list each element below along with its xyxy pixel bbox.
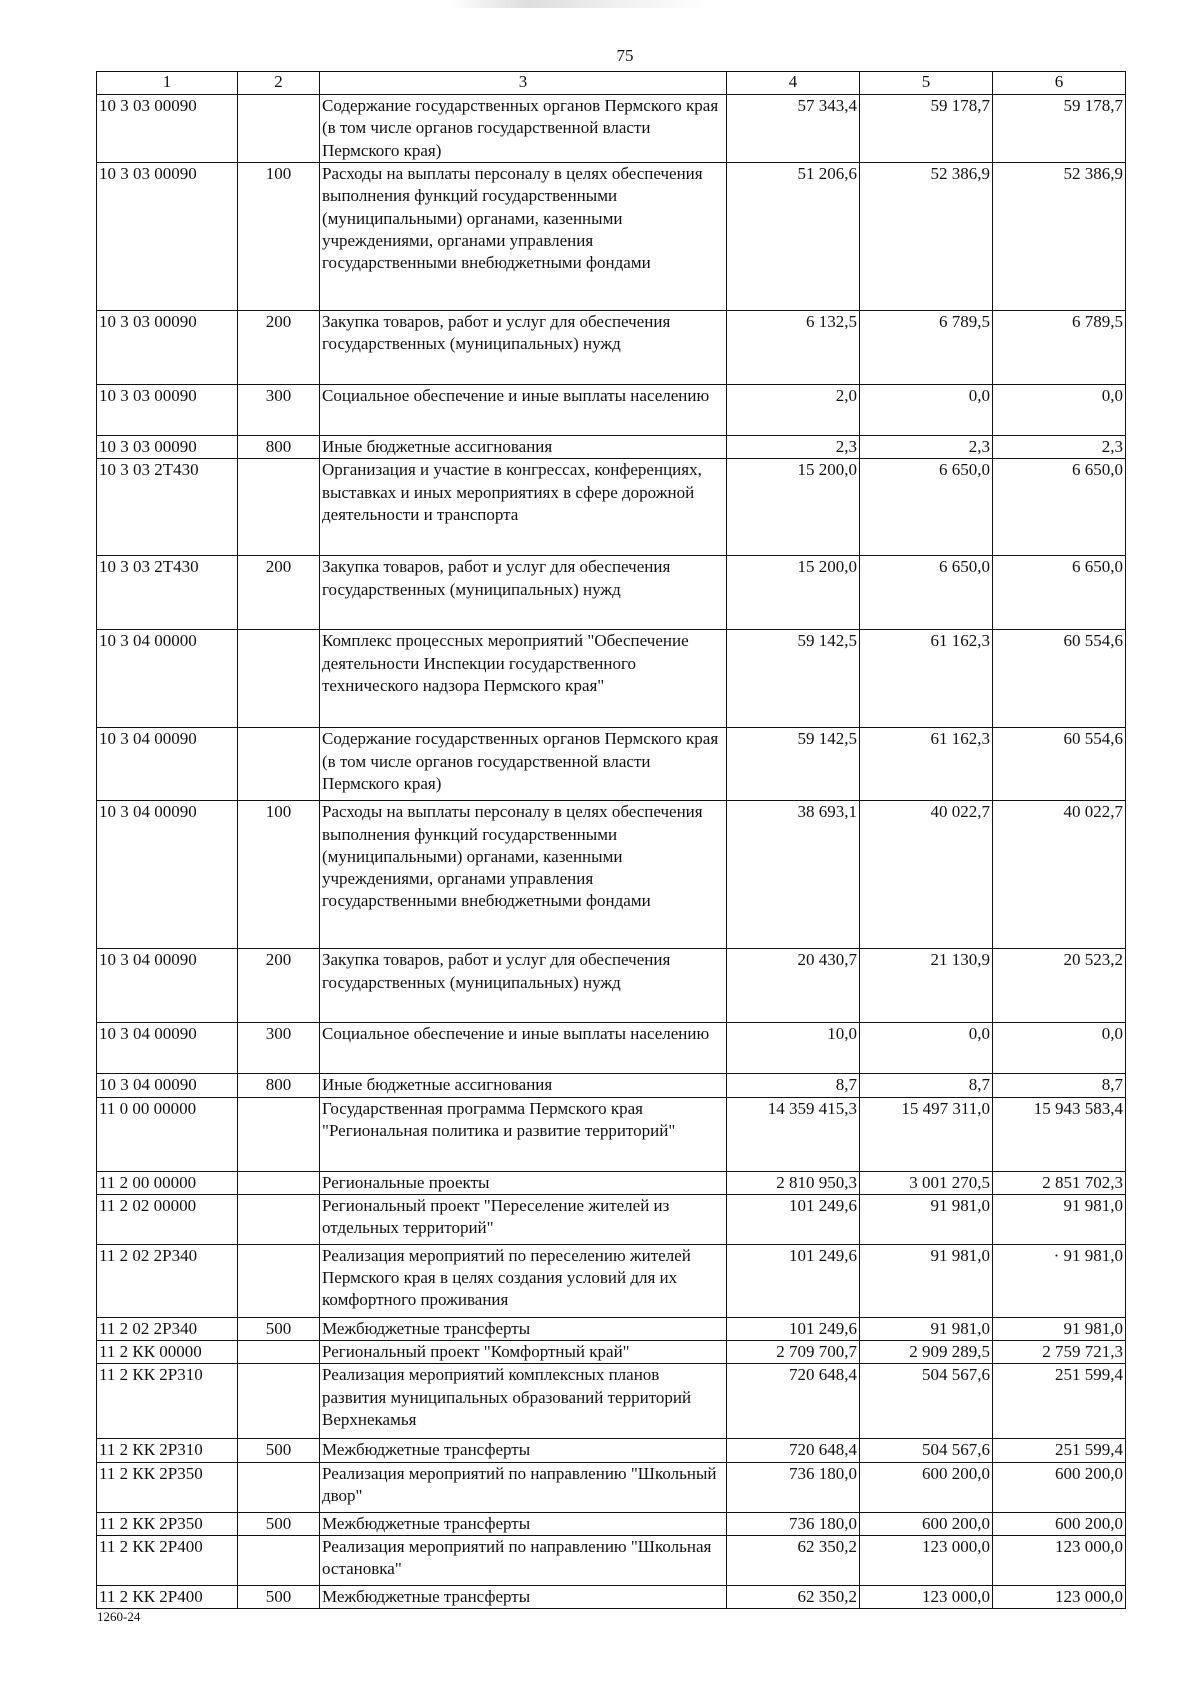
row-value-col5: 52 386,9 bbox=[860, 163, 993, 311]
row-expense-type: 800 bbox=[238, 1074, 320, 1097]
row-expense-type: 500 bbox=[238, 1586, 320, 1609]
row-code: 10 3 04 00090 bbox=[97, 1023, 238, 1074]
header-col-1: 1 bbox=[97, 72, 238, 95]
row-code: 10 3 03 00090 bbox=[97, 385, 238, 436]
row-expense-type bbox=[238, 459, 320, 556]
table-row bbox=[97, 630, 1126, 728]
table-row bbox=[97, 1244, 1126, 1317]
row-value-col4: 101 249,6 bbox=[727, 1194, 860, 1244]
table-row bbox=[97, 801, 1126, 949]
row-value-col5: 6 650,0 bbox=[860, 459, 993, 556]
row-value-col4: 6 132,5 bbox=[727, 311, 860, 385]
row-description: Содержание государственных органов Пермского края (в том числе органов государственной власти Пермского края) bbox=[320, 95, 727, 163]
table-row bbox=[97, 385, 1126, 436]
row-value-col6: 600 200,0 bbox=[993, 1462, 1126, 1512]
row-expense-type: 200 bbox=[238, 556, 320, 630]
row-expense-type bbox=[238, 1244, 320, 1317]
table-row bbox=[97, 1171, 1126, 1194]
row-value-col4: 59 142,5 bbox=[727, 630, 860, 728]
table-row bbox=[97, 436, 1126, 459]
row-value-col5: 123 000,0 bbox=[860, 1586, 993, 1609]
row-description: Иные бюджетные ассигнования bbox=[320, 1074, 727, 1097]
row-description: Реализация мероприятий по переселению жителей Пермского края в целях создания условий для их комфортного проживания bbox=[320, 1244, 727, 1317]
row-value-col5: 6 650,0 bbox=[860, 556, 993, 630]
row-value-col5: 123 000,0 bbox=[860, 1536, 993, 1586]
row-value-col4: 2,0 bbox=[727, 385, 860, 436]
row-expense-type bbox=[238, 630, 320, 728]
row-value-col4: 736 180,0 bbox=[727, 1512, 860, 1535]
row-expense-type bbox=[238, 1536, 320, 1586]
header-col-6: 6 bbox=[993, 72, 1126, 95]
row-value-col6: · 91 981,0 bbox=[993, 1244, 1126, 1317]
row-expense-type bbox=[238, 1341, 320, 1364]
row-expense-type bbox=[238, 1364, 320, 1439]
row-description: Расходы на выплаты персоналу в целях обеспечения выполнения функций государственными (муниципальными) органами, казенными учреждениями, органами управления государственными внебюджетными фондами bbox=[320, 801, 727, 949]
row-code: 10 3 03 00090 bbox=[97, 95, 238, 163]
header-col-4: 4 bbox=[727, 72, 860, 95]
row-code: 10 3 04 00090 bbox=[97, 1074, 238, 1097]
row-value-col6: 123 000,0 bbox=[993, 1586, 1126, 1609]
page-number: 75 bbox=[616, 46, 634, 65]
row-value-col5: 21 130,9 bbox=[860, 949, 993, 1023]
row-value-col6: 60 554,6 bbox=[993, 630, 1126, 728]
row-code: 10 3 04 00090 bbox=[97, 949, 238, 1023]
row-description: Межбюджетные трансферты bbox=[320, 1317, 727, 1340]
row-code: 10 3 03 2Т430 bbox=[97, 556, 238, 630]
row-value-col4: 2 709 700,7 bbox=[727, 1341, 860, 1364]
table-row bbox=[97, 1364, 1126, 1439]
header-row bbox=[97, 72, 1126, 95]
row-value-col4: 101 249,6 bbox=[727, 1317, 860, 1340]
row-value-col4: 62 350,2 bbox=[727, 1586, 860, 1609]
row-value-col5: 91 981,0 bbox=[860, 1317, 993, 1340]
row-description: Социальное обеспечение и иные выплаты населению bbox=[320, 1023, 727, 1074]
row-value-col4: 51 206,6 bbox=[727, 163, 860, 311]
row-code: 10 3 03 00090 bbox=[97, 163, 238, 311]
row-value-col4: 15 200,0 bbox=[727, 556, 860, 630]
row-description: Региональные проекты bbox=[320, 1171, 727, 1194]
row-code: 10 3 03 00090 bbox=[97, 436, 238, 459]
row-code: 11 2 КК 00000 bbox=[97, 1341, 238, 1364]
table-row bbox=[97, 556, 1126, 630]
row-value-col6: 6 650,0 bbox=[993, 556, 1126, 630]
row-value-col5: 40 022,7 bbox=[860, 801, 993, 949]
row-expense-type bbox=[238, 1097, 320, 1171]
table-row bbox=[97, 1512, 1126, 1535]
row-value-col6: 2 759 721,3 bbox=[993, 1341, 1126, 1364]
row-value-col5: 600 200,0 bbox=[860, 1462, 993, 1512]
row-value-col5: 504 567,6 bbox=[860, 1364, 993, 1439]
row-description: Межбюджетные трансферты bbox=[320, 1512, 727, 1535]
row-code: 11 2 02 2Р340 bbox=[97, 1244, 238, 1317]
row-value-col4: 59 142,5 bbox=[727, 728, 860, 801]
row-expense-type bbox=[238, 1171, 320, 1194]
row-description: Реализация мероприятий комплексных планов развития муниципальных образований территорий Верхнекамья bbox=[320, 1364, 727, 1439]
row-code: 10 3 04 00090 bbox=[97, 728, 238, 801]
row-value-col4: 736 180,0 bbox=[727, 1462, 860, 1512]
row-value-col4: 101 249,6 bbox=[727, 1244, 860, 1317]
row-expense-type: 800 bbox=[238, 436, 320, 459]
row-value-col6: 123 000,0 bbox=[993, 1536, 1126, 1586]
table-row bbox=[97, 1586, 1126, 1609]
table-row bbox=[97, 1341, 1126, 1364]
table-row bbox=[97, 1536, 1126, 1586]
row-value-col6: 40 022,7 bbox=[993, 801, 1126, 949]
row-value-col6: 15 943 583,4 bbox=[993, 1097, 1126, 1171]
row-expense-type bbox=[238, 1462, 320, 1512]
row-code: 11 0 00 00000 bbox=[97, 1097, 238, 1171]
row-description: Закупка товаров, работ и услуг для обеспечения государственных (муниципальных) нужд bbox=[320, 949, 727, 1023]
row-expense-type: 100 bbox=[238, 801, 320, 949]
table-row bbox=[97, 949, 1126, 1023]
row-expense-type: 200 bbox=[238, 311, 320, 385]
row-code: 11 2 00 00000 bbox=[97, 1171, 238, 1194]
row-value-col6: 6 789,5 bbox=[993, 311, 1126, 385]
row-value-col6: 0,0 bbox=[993, 385, 1126, 436]
row-description: Закупка товаров, работ и услуг для обеспечения государственных (муниципальных) нужд bbox=[320, 311, 727, 385]
row-expense-type bbox=[238, 1194, 320, 1244]
row-code: 10 3 04 00090 bbox=[97, 801, 238, 949]
row-value-col6: 251 599,4 bbox=[993, 1439, 1126, 1462]
row-value-col5: 91 981,0 bbox=[860, 1244, 993, 1317]
row-value-col5: 0,0 bbox=[860, 1023, 993, 1074]
row-description: Межбюджетные трансферты bbox=[320, 1439, 727, 1462]
row-expense-type: 100 bbox=[238, 163, 320, 311]
row-expense-type: 500 bbox=[238, 1317, 320, 1340]
row-description: Расходы на выплаты персоналу в целях обеспечения выполнения функций государственными (муниципальными) органами, казенными учреждениями, органами управления государственными внебюджетными фондами bbox=[320, 163, 727, 311]
row-value-col5: 2 909 289,5 bbox=[860, 1341, 993, 1364]
row-code: 10 3 03 00090 bbox=[97, 311, 238, 385]
row-value-col5: 0,0 bbox=[860, 385, 993, 436]
row-description: Региональный проект "Переселение жителей из отдельных территорий" bbox=[320, 1194, 727, 1244]
row-expense-type bbox=[238, 95, 320, 163]
row-code: 11 2 КК 2Р350 bbox=[97, 1512, 238, 1535]
scan-artifact bbox=[450, 0, 710, 8]
row-value-col5: 3 001 270,5 bbox=[860, 1171, 993, 1194]
row-value-col5: 59 178,7 bbox=[860, 95, 993, 163]
table-row bbox=[97, 1317, 1126, 1340]
row-value-col4: 2,3 bbox=[727, 436, 860, 459]
table-body bbox=[97, 95, 1126, 1609]
row-description: Иные бюджетные ассигнования bbox=[320, 436, 727, 459]
table-row bbox=[97, 163, 1126, 311]
row-code: 11 2 КК 2Р310 bbox=[97, 1439, 238, 1462]
row-description: Организация и участие в конгрессах, конференциях, выставках и иных мероприятиях в сфере дорожной деятельности и транспорта bbox=[320, 459, 727, 556]
row-value-col4: 62 350,2 bbox=[727, 1536, 860, 1586]
table-row bbox=[97, 1439, 1126, 1462]
row-description: Закупка товаров, работ и услуг для обеспечения государственных (муниципальных) нужд bbox=[320, 556, 727, 630]
row-value-col5: 6 789,5 bbox=[860, 311, 993, 385]
row-code: 10 3 03 2Т430 bbox=[97, 459, 238, 556]
table-row bbox=[97, 95, 1126, 163]
row-value-col4: 8,7 bbox=[727, 1074, 860, 1097]
row-value-col4: 720 648,4 bbox=[727, 1439, 860, 1462]
row-value-col6: 600 200,0 bbox=[993, 1512, 1126, 1535]
row-value-col6: 60 554,6 bbox=[993, 728, 1126, 801]
table-row bbox=[97, 1023, 1126, 1074]
row-value-col5: 61 162,3 bbox=[860, 630, 993, 728]
row-value-col4: 38 693,1 bbox=[727, 801, 860, 949]
row-value-col6: 91 981,0 bbox=[993, 1194, 1126, 1244]
row-description: Социальное обеспечение и иные выплаты населению bbox=[320, 385, 727, 436]
row-value-col6: 2,3 bbox=[993, 436, 1126, 459]
table-row bbox=[97, 1194, 1126, 1244]
table-row bbox=[97, 728, 1126, 801]
header-col-3: 3 bbox=[320, 72, 727, 95]
row-value-col5: 2,3 bbox=[860, 436, 993, 459]
row-description: Межбюджетные трансферты bbox=[320, 1586, 727, 1609]
header-col-2: 2 bbox=[238, 72, 320, 95]
row-value-col4: 720 648,4 bbox=[727, 1364, 860, 1439]
row-value-col5: 600 200,0 bbox=[860, 1512, 993, 1535]
row-code: 10 3 04 00000 bbox=[97, 630, 238, 728]
document-code: 1260-24 bbox=[97, 1609, 141, 1624]
header-col-5: 5 bbox=[860, 72, 993, 95]
row-value-col6: 2 851 702,3 bbox=[993, 1171, 1126, 1194]
row-value-col4: 10,0 bbox=[727, 1023, 860, 1074]
row-value-col6: 6 650,0 bbox=[993, 459, 1126, 556]
row-value-col5: 61 162,3 bbox=[860, 728, 993, 801]
row-value-col6: 0,0 bbox=[993, 1023, 1126, 1074]
row-value-col6: 20 523,2 bbox=[993, 949, 1126, 1023]
row-value-col5: 91 981,0 bbox=[860, 1194, 993, 1244]
row-expense-type: 300 bbox=[238, 1023, 320, 1074]
table-row bbox=[97, 311, 1126, 385]
table-row bbox=[97, 1074, 1126, 1097]
row-value-col5: 15 497 311,0 bbox=[860, 1097, 993, 1171]
row-value-col4: 20 430,7 bbox=[727, 949, 860, 1023]
row-value-col6: 251 599,4 bbox=[993, 1364, 1126, 1439]
row-description: Региональный проект "Комфортный край" bbox=[320, 1341, 727, 1364]
row-expense-type bbox=[238, 728, 320, 801]
row-value-col6: 59 178,7 bbox=[993, 95, 1126, 163]
row-code: 11 2 КК 2Р400 bbox=[97, 1536, 238, 1586]
budget-table bbox=[96, 71, 1126, 1609]
row-code: 11 2 02 00000 bbox=[97, 1194, 238, 1244]
row-expense-type: 500 bbox=[238, 1512, 320, 1535]
row-code: 11 2 КК 2Р400 bbox=[97, 1586, 238, 1609]
row-code: 11 2 КК 2Р310 bbox=[97, 1364, 238, 1439]
row-value-col4: 57 343,4 bbox=[727, 95, 860, 163]
row-expense-type: 500 bbox=[238, 1439, 320, 1462]
row-expense-type: 300 bbox=[238, 385, 320, 436]
row-description: Реализация мероприятий по направлению "Школьный двор" bbox=[320, 1462, 727, 1512]
row-value-col6: 91 981,0 bbox=[993, 1317, 1126, 1340]
row-description: Содержание государственных органов Пермского края (в том числе органов государственной власти Пермского края) bbox=[320, 728, 727, 801]
row-value-col6: 8,7 bbox=[993, 1074, 1126, 1097]
row-value-col4: 14 359 415,3 bbox=[727, 1097, 860, 1171]
row-value-col6: 52 386,9 bbox=[993, 163, 1126, 311]
row-description: Реализация мероприятий по направлению "Школьная остановка" bbox=[320, 1536, 727, 1586]
row-expense-type: 200 bbox=[238, 949, 320, 1023]
table-row bbox=[97, 1097, 1126, 1171]
row-code: 11 2 02 2Р340 bbox=[97, 1317, 238, 1340]
row-value-col4: 2 810 950,3 bbox=[727, 1171, 860, 1194]
row-value-col5: 8,7 bbox=[860, 1074, 993, 1097]
row-description: Государственная программа Пермского края "Региональная политика и развитие территорий" bbox=[320, 1097, 727, 1171]
table-row bbox=[97, 459, 1126, 556]
table-row bbox=[97, 1462, 1126, 1512]
row-code: 11 2 КК 2Р350 bbox=[97, 1462, 238, 1512]
row-description: Комплекс процессных мероприятий "Обеспечение деятельности Инспекции государственного технического надзора Пермского края" bbox=[320, 630, 727, 728]
row-value-col5: 504 567,6 bbox=[860, 1439, 993, 1462]
row-value-col4: 15 200,0 bbox=[727, 459, 860, 556]
